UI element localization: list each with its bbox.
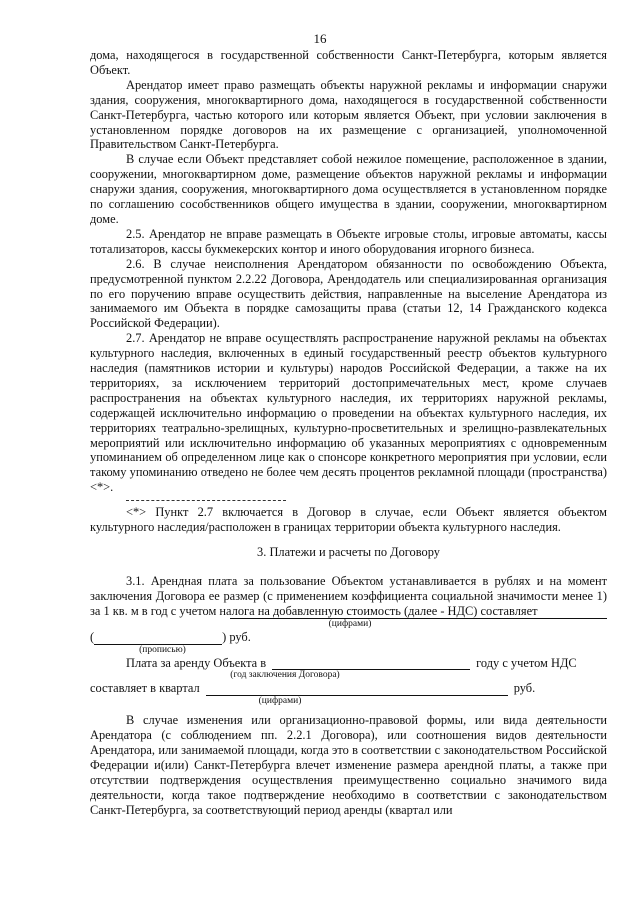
rent-year-field[interactable]: [272, 657, 470, 670]
rent-words-row: [90, 630, 607, 645]
footnote: <*> Пункт 2.7 включается в Договор в случае, если Объект является объектом культурного наследия/расположен в границах территории объекта культурного наследия.: [90, 505, 607, 535]
document-body: [90, 48, 607, 818]
rent-suffix: году с учетом НДС: [476, 655, 577, 670]
paragraph-advertising-rights: Арендатор имеет право размещать объекты наружной рекламы и информации снаружи здания, сооружения, многоквартирного дома, находящегося в государственной собственности Санкт-Петербурга, частью которого или которым является Объект, при условии заключения в установленном порядке договоров на их размещение с организацией, уполномоченной Правительством Санкт-Петербурга.: [90, 77, 607, 152]
caption-year: (год заключения Договора): [230, 670, 340, 681]
caption-digits: (цифрами): [328, 618, 372, 629]
rent-label: Плата за аренду Объекта в: [126, 655, 267, 670]
quarter-rub: руб.: [513, 681, 536, 696]
rent-year-row: [90, 656, 607, 671]
caption-digits-2: (цифрами): [258, 696, 302, 707]
rent-words-field[interactable]: [94, 632, 222, 645]
paragraph-nonresidential: В случае если Объект представляет собой нежилое помещение, расположенное в здании, сооружении, многоквартирном доме, размещение объектов наружной рекламы и информации снаружи здания, сооружения, многоквартирного дома осуществляется в установленном порядке по соглашению сособственников общего имущества в здании, сооружении, многоквартирном доме.: [90, 152, 607, 226]
page-number: 16: [313, 31, 327, 46]
quarter-amount-field[interactable]: [206, 683, 508, 696]
paragraph-continuation: дома, находящегося в государственной собственности Санкт-Петербурга, которым является Объект.: [90, 48, 607, 77]
caption-words: (прописью): [139, 644, 186, 655]
footnote-separator: [126, 500, 286, 501]
section-heading: 3. Платежи и расчеты по Договору: [257, 545, 440, 559]
paragraph-rent-change: В случае изменения или организационно-правовой формы, или вида деятельности Арендатора (с соблюдением пп. 2.2.1 Договора), или соотношения видов деятельности Арендатора, или занимаемой площади, когда это в соответствии с законодательством Российской Федерации и(или) Санкт-Петербурга влечет изменение размера арендной платы, а также при отсутствии подтверждения осуществления преимущественно социально значимого вида деятельности, когда такое подтверждение необходимо в соответствии с законодательством Санкт-Петербурга, за соответствующий период аренды (квартал или: [90, 713, 607, 817]
paren-open: (: [90, 629, 95, 644]
quarter-row: [90, 681, 607, 696]
paragraph-2-5: 2.5. Арендатор не вправе размещать в Объекте игровые столы, игровые автоматы, кассы тотализаторов, кассы букмекерских контор и иного оборудования игорного бизнеса.: [90, 226, 607, 256]
paragraph-2-6: 2.6. В случае неисполнения Арендатором обязанности по освобождению Объекта, предусмотренной пунктом 2.2.22 Договора, Арендодатель или специализированная организация по его поручению вправе осуществить действия, направленные на выселение Арендатора из занимаемого им Объекта в порядке самозащиты права (статьи 12, 14 Гражданского кодекса Российской Федерации).: [90, 256, 607, 331]
paragraph-3-1: 3.1. Арендная плата за пользование Объектом устанавливается в рублях и на момент заключения Договора ее размер (с применением коэффициента социальной значимости менее 1) за 1 кв. м в год с учетом налога на добавленную стоимость (далее - НДС) составляет: [90, 573, 607, 618]
rent-digits-field[interactable]: [230, 606, 607, 619]
rub-suffix: ) руб.: [222, 629, 251, 644]
paragraph-2-7: 2.7. Арендатор не вправе осуществлять распространение наружной рекламы на объектах культурного наследия, включенных в единый государственный реестр объектов культурного наследия (памятников истории и культуры) народов Российской Федерации, а также на их территориях, за исключением территорий достопримечательных мест, кроме случаев распространения на объектах культурного наследия, их территориях наружной рекламы, содержащей исключительно информацию о проведении на объектах культурного наследия, их территориях театрально-зрелищных, культурно-просветительных и зрелищно-развлекательных мероприятий или исключительно информацию об указанных мероприятиях с одновременным упоминанием об определенном лице как о спонсоре конкретного мероприятия при условии, если такому упоминанию отведено не более чем десять процентов рекламной площади (пространства) <*>.: [90, 331, 607, 495]
quarter-label: составляет в квартал: [90, 681, 200, 696]
